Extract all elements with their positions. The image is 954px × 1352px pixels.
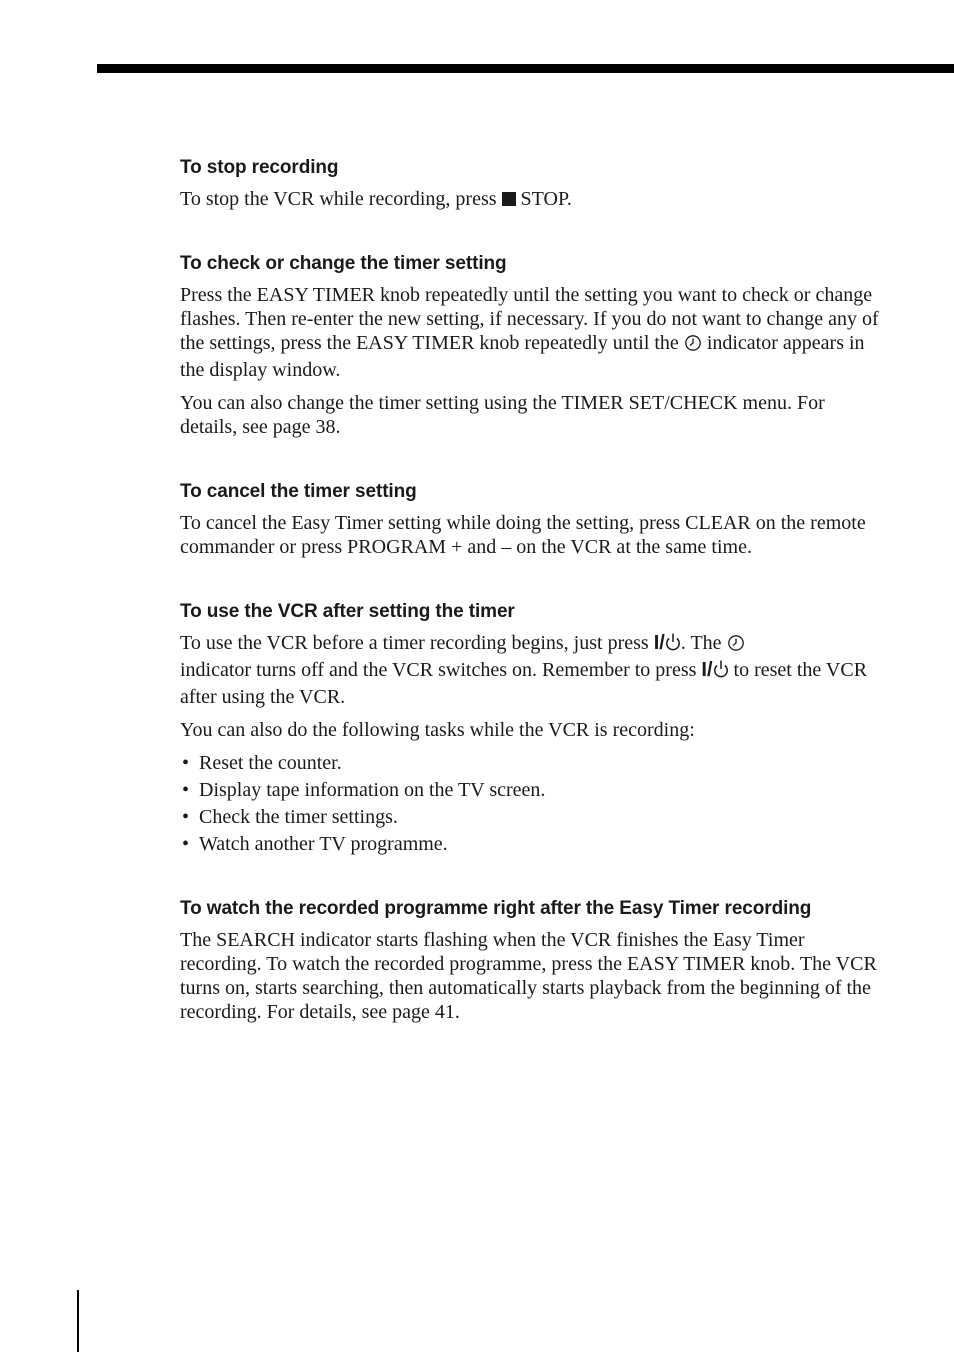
use-paragraph-1 [180, 631, 880, 709]
page-content [180, 156, 880, 1024]
stop-paragraph [180, 187, 880, 211]
list-item: • Check the timer settings. [180, 805, 880, 829]
heading-stop-recording: To stop recording [180, 157, 339, 178]
heading-cancel-timer: To cancel the timer setting [180, 481, 417, 502]
check-text-after: indicator appears in the display window. [180, 332, 865, 381]
cancel-paragraph: To cancel the Easy Timer setting while doing the setting, press CLEAR on the remote commander or press PROGRAM + and – on the VCR at the same time. [180, 512, 866, 558]
margin-line [77, 1290, 79, 1352]
power-icon [713, 659, 729, 685]
list-item: • Reset the counter. [180, 751, 880, 775]
section-use-vcr [180, 600, 880, 856]
timer-clock-icon [727, 634, 745, 658]
check-paragraph-1 [180, 283, 880, 382]
heading-check-timer: To check or change the timer setting [180, 253, 507, 274]
task-list [180, 751, 880, 856]
check-text-before: Press the EASY TIMER knob repeatedly until the setting you want to check or change flashes. Then re-enter the new setting, if necessary. If you do not want to change any of the settings, press the EASY TIMER knob repeatedly until the [180, 284, 879, 354]
timer-clock-icon [684, 334, 702, 358]
check-paragraph-2: You can also change the timer setting using the TIMER SET/CHECK menu. For details, see page 38. [180, 392, 825, 438]
power-button-label: I/ [653, 632, 665, 654]
use-paragraph-2: You can also do the following tasks while the VCR is recording: [180, 719, 695, 741]
use-text-c: indicator turns off and the VCR switches on. Remember to press [180, 659, 697, 681]
top-rule [97, 64, 954, 73]
power-icon [665, 632, 681, 658]
section-check-timer [180, 252, 880, 439]
heading-watch-recorded: To watch the recorded programme right after the Easy Timer recording [180, 898, 812, 919]
list-item: • Watch another TV programme. [180, 832, 880, 856]
list-item: • Display tape information on the TV screen. [180, 778, 880, 802]
stop-icon [502, 192, 516, 206]
power-button-label: I/ [701, 659, 713, 681]
section-stop-recording [180, 156, 880, 211]
stop-text-before: To stop the VCR while recording, press [180, 188, 497, 210]
use-text-a: To use the VCR before a timer recording begins, just press [180, 632, 649, 654]
stop-text-after: STOP. [520, 188, 572, 210]
heading-use-vcr: To use the VCR after setting the timer [180, 601, 515, 622]
section-watch-recorded [180, 897, 880, 1024]
section-cancel-timer [180, 480, 880, 559]
use-text-b: . The [680, 632, 722, 654]
use-text-d: to reset the VCR after using the VCR. [180, 659, 868, 708]
watch-paragraph: The SEARCH indicator starts flashing when the VCR finishes the Easy Timer recording. To watch the recorded programme, press the EASY TIMER knob. The VCR turns on, starts searching, then automatically starts playback from the beginning of the recording. For details, see page 41. [180, 929, 877, 1023]
